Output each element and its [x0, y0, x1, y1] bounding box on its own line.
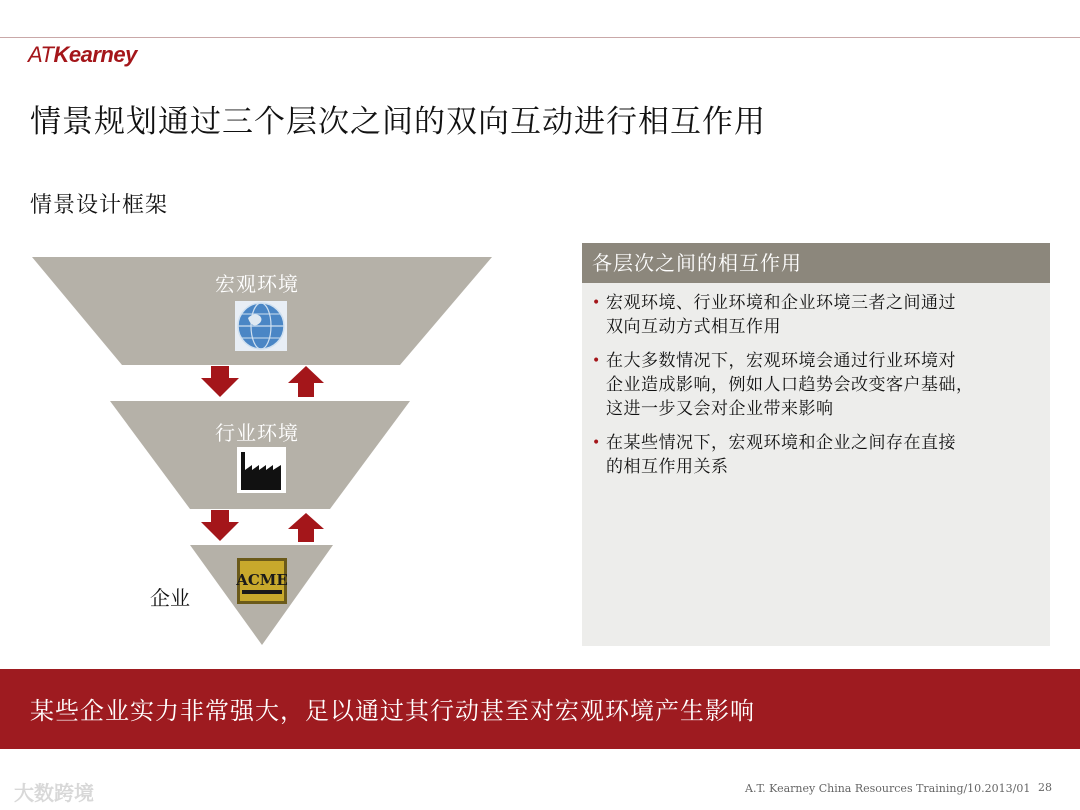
bullet-line: 宏观环境、行业环境和企业环境三者之间通过	[606, 293, 956, 313]
bullet-dot-icon: •	[592, 353, 601, 369]
footer-source: A.T. Kearney China Resources Training/10.2013/01	[745, 782, 1031, 795]
globe-icon	[235, 301, 287, 351]
bullet-dot-icon: •	[592, 295, 601, 311]
factory-icon	[237, 447, 286, 493]
panel-heading: 各层次之间的相互作用	[582, 243, 1050, 283]
tier-label-macro: 宏观环境	[215, 272, 299, 296]
banner-text: 某些企业实力非常强大，足以通过其行动甚至对宏观环境产生影响	[30, 697, 755, 725]
acme-text: ACME	[236, 571, 288, 589]
tier-label-industry: 行业环境	[215, 421, 299, 445]
logo-at: AT	[28, 42, 54, 67]
panel-bullet	[592, 349, 1032, 421]
panel-bullet	[592, 291, 1032, 339]
bullet-line: 双向互动方式相互作用	[606, 317, 781, 337]
up-arrow-icon	[288, 366, 324, 397]
watermark: 大数跨境	[14, 781, 94, 805]
slide-subtitle: 情景设计框架	[30, 193, 169, 218]
bullet-line: 这进一步又会对企业带来影响	[606, 399, 834, 419]
panel-bullet	[592, 431, 1032, 479]
interaction-panel	[582, 243, 1050, 646]
panel-bullet-list	[582, 283, 1050, 479]
up-arrow-icon	[288, 513, 324, 542]
conclusion-banner	[0, 669, 1080, 749]
down-arrow-icon	[201, 366, 239, 397]
bullet-line: 在大多数情况下，宏观环境会通过行业环境对	[606, 351, 956, 371]
tier-label-enterprise: 企业	[150, 586, 190, 610]
acme-logo-icon	[235, 558, 288, 604]
bullet-line: 的相互作用关系	[606, 457, 729, 477]
bullet-line: 企业造成影响，例如人口趋势会改变客户基础，	[606, 375, 974, 395]
bullet-line: 在某些情况下，宏观环境和企业之间存在直接	[606, 433, 956, 453]
logo-kearney: Kearney	[53, 42, 137, 67]
page-number: 28	[1038, 781, 1052, 794]
bullet-dot-icon: •	[592, 435, 601, 451]
slide-title: 情景规划通过三个层次之间的双向互动进行相互作用	[30, 104, 766, 140]
down-arrow-icon	[201, 510, 239, 541]
